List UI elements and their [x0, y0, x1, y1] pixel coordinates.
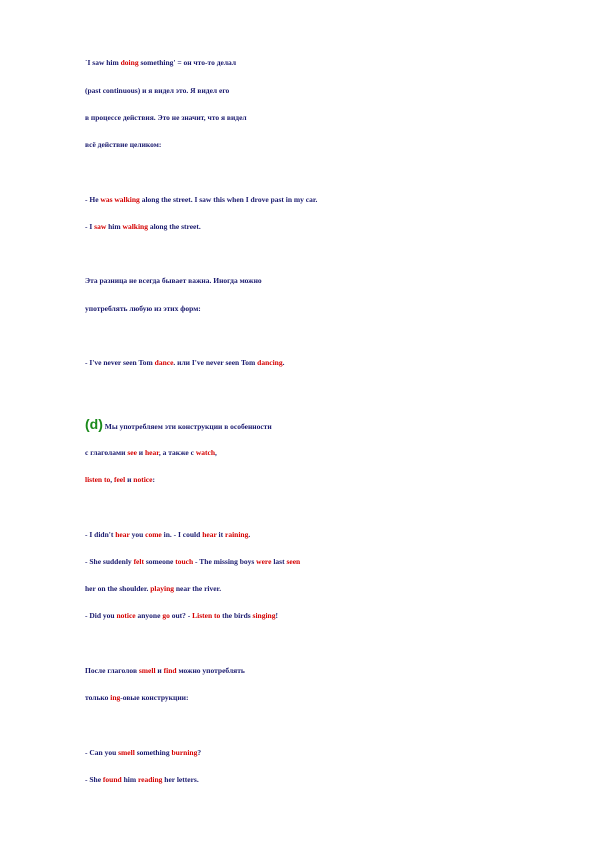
- text-segment: - Can you: [85, 748, 119, 757]
- highlighted-word: hear: [202, 530, 217, 539]
- text-segment: и: [136, 448, 145, 457]
- highlighted-word: found: [102, 775, 122, 784]
- highlighted-word: saw: [94, 222, 107, 231]
- highlighted-word: smell: [138, 666, 156, 675]
- highlighted-word: notice: [116, 611, 136, 620]
- text-segment: - He: [85, 195, 101, 204]
- text-segment: her letters.: [162, 775, 199, 784]
- highlighted-word: seen: [286, 557, 301, 566]
- text-line: [85, 530, 250, 539]
- text-line: [85, 58, 236, 67]
- text-line: [85, 222, 201, 231]
- text-segment: ,: [110, 475, 114, 484]
- text-segment: с глаголами: [85, 448, 128, 457]
- text-segment: last: [271, 557, 287, 566]
- highlighted-word: see: [127, 448, 137, 457]
- highlighted-word: smell: [118, 748, 135, 757]
- text-segment: you: [129, 530, 146, 539]
- text-segment: along the street. I saw this when I drove past in my car.: [139, 195, 318, 204]
- text-segment: out? -: [169, 611, 193, 620]
- section-marker: (d): [85, 416, 103, 432]
- text-segment: her on the shoulder.: [85, 584, 151, 593]
- text-line: [85, 693, 188, 702]
- text-segment: !: [275, 611, 278, 620]
- highlighted-word: ing: [110, 693, 121, 702]
- highlighted-word: feel: [113, 475, 126, 484]
- text-line: [85, 140, 161, 149]
- highlighted-word: touch: [175, 557, 194, 566]
- highlighted-word: listen to: [85, 475, 111, 484]
- text-segment: `I saw him: [85, 58, 121, 67]
- text-line: [85, 113, 247, 122]
- text-segment: near the river.: [174, 584, 222, 593]
- text-segment: - The missing boys: [193, 557, 257, 566]
- highlighted-word: Listen to: [192, 611, 221, 620]
- text-line: [85, 195, 317, 204]
- highlighted-word: burning: [171, 748, 198, 757]
- text-segment: the birds: [220, 611, 253, 620]
- text-line: [85, 86, 229, 95]
- text-segment: it: [216, 530, 225, 539]
- text-segment: можно употреблять: [176, 666, 245, 675]
- highlighted-word: felt: [133, 557, 144, 566]
- text-segment: и: [125, 475, 134, 484]
- text-segment: - Did you: [85, 611, 117, 620]
- text-segment: .: [248, 530, 251, 539]
- text-segment: along the street.: [147, 222, 201, 231]
- text-segment: - She: [85, 775, 103, 784]
- highlighted-word: watch: [195, 448, 216, 457]
- text-segment: him: [106, 222, 123, 231]
- text-segment: (past continuous) и я видел это. Я видел его: [85, 86, 230, 95]
- text-segment: :: [152, 475, 155, 484]
- highlighted-word: hear: [115, 530, 130, 539]
- text-segment: in. - I could: [161, 530, 203, 539]
- text-segment: - I didn't: [85, 530, 116, 539]
- text-line: [85, 748, 201, 757]
- text-line: [85, 557, 300, 566]
- highlighted-word: reading: [137, 775, 163, 784]
- text-segment: something: [134, 748, 172, 757]
- highlighted-word: find: [163, 666, 177, 675]
- highlighted-word: hear: [144, 448, 159, 457]
- highlighted-word: playing: [150, 584, 174, 593]
- highlighted-word: were: [256, 557, 272, 566]
- text-segment: Мы употребляем эти конструкции в особенности: [102, 422, 272, 431]
- text-segment: something' = он что-то делал: [138, 58, 237, 67]
- highlighted-word: walking: [122, 222, 148, 231]
- highlighted-word: raining: [225, 530, 249, 539]
- highlighted-word: singing: [252, 611, 276, 620]
- text-segment: и: [155, 666, 164, 675]
- highlighted-word: dance: [154, 358, 174, 367]
- text-segment: - She suddenly: [85, 557, 134, 566]
- highlighted-word: go: [162, 611, 170, 620]
- text-line: [85, 358, 284, 367]
- text-segment: ,: [215, 448, 217, 457]
- text-segment: .: [282, 358, 285, 367]
- highlighted-word: doing: [120, 58, 139, 67]
- text-segment: - I've never seen Tom: [85, 358, 155, 367]
- highlighted-word: come: [145, 530, 162, 539]
- text-segment: ?: [197, 748, 202, 757]
- text-line: [85, 775, 199, 784]
- text-line: [85, 584, 221, 593]
- text-segment: someone: [143, 557, 176, 566]
- text-segment: him: [121, 775, 138, 784]
- text-line: [85, 611, 278, 620]
- text-line: [85, 304, 201, 313]
- text-segment: . или I've never seen Tom: [173, 358, 258, 367]
- text-segment: Эта разница не всегда бывает важна. Иногда можно: [85, 276, 262, 285]
- highlighted-word: dancing: [257, 358, 283, 367]
- text-line: [85, 666, 245, 675]
- text-segment: только: [85, 693, 111, 702]
- text-segment: anyone: [135, 611, 163, 620]
- text-segment: в процессе действия. Это не значит, что я видел: [85, 113, 247, 122]
- text-segment: всё действие целиком:: [85, 140, 162, 149]
- text-line: [85, 416, 272, 432]
- text-segment: -овые конструкции:: [120, 693, 189, 702]
- text-line: [85, 448, 217, 457]
- text-line: [85, 276, 262, 285]
- highlighted-word: notice: [133, 475, 153, 484]
- text-segment: - I: [85, 222, 95, 231]
- text-line: [85, 475, 155, 484]
- text-segment: , а также с: [158, 448, 196, 457]
- text-segment: После глаголов: [85, 666, 139, 675]
- highlighted-word: was walking: [100, 195, 140, 204]
- text-segment: употреблять любую из этих форм:: [85, 304, 201, 313]
